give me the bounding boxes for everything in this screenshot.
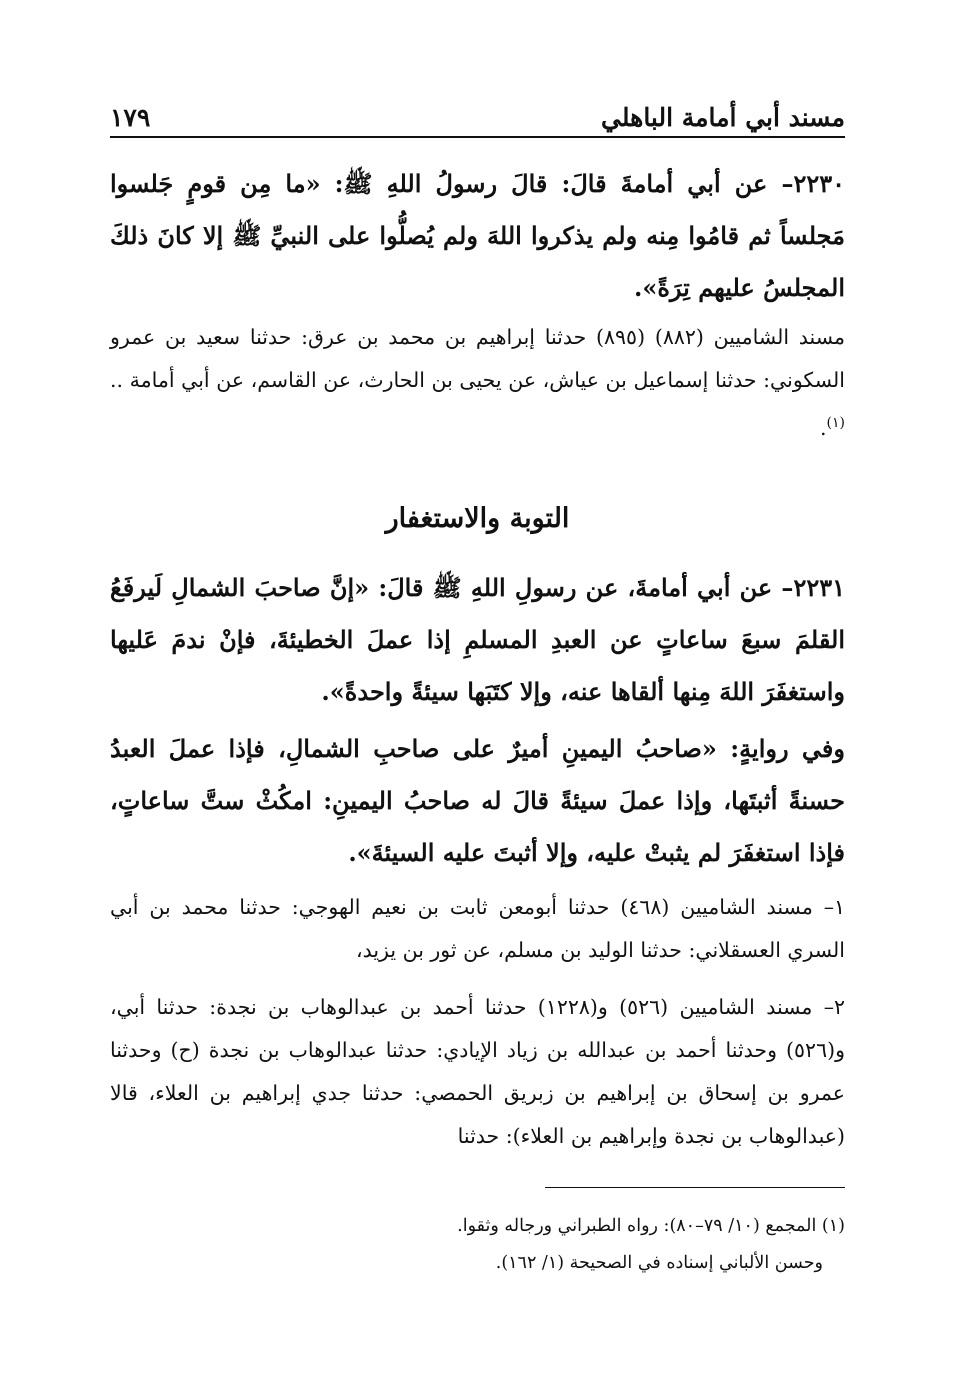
hadith-2231-text: ٢٢٣١– عن أبي أمامةَ، عن رسولِ اللهِ ﷺ قالَ: «إنَّ صاحبَ الشمالِ لَيرفَعُ القلمَ سبعَ ساعاتٍ عن العبدِ المسلمِ إذا عملَ الخطيئةَ، فإنْ ندمَ عَليها واستغفَرَ اللهَ مِنها ألقاها عنه، وإلا كتَبَها سيئةً واحدةً».	[110, 573, 845, 706]
hadith-2231-source-1: ١– مسند الشاميين (٤٦٨) حدثنا أبومعن ثابت بن نعيم الهوجي: حدثنا محمد بن أبي السري العسقلاني: حدثنا الوليد بن مسلم، عن ثور بن يزيد،	[110, 895, 845, 962]
book-page	[110, 0, 845, 1382]
header-title: مسند أبي أمامة الباهلي	[601, 103, 845, 132]
footnote-1-continued: وحسن الألباني إسناده في الصحيحة (١/ ١٦٢).	[495, 1253, 823, 1273]
hadith-2230-text: ٢٢٣٠– عن أبي أمامةَ قالَ: قالَ رسولُ اللهِ ﷺ: «ما مِن قومٍ جَلسوا مَجلساً ثم قامُوا مِنه ولم يذكروا اللهَ ولم يُصلُّوا على النبيِّ ﷺ إلا كانَ ذلكَ المجلسُ عليهم تِرَةً».	[110, 169, 845, 302]
hadith-2231-source-2: ٢– مسند الشاميين (٥٢٦) و(١٢٢٨) حدثنا أحمد بن عبدالوهاب بن نجدة: حدثنا أبي، و(٥٢٦) وحدثنا أحمد بن عبدالله بن زياد الإيادي: حدثنا عبدالوهاب بن نجدة (ح) وحدثنا عمرو بن إسحاق بن إبراهيم بن زبريق الحمصي: حدثنا جدي إبراهيم بن العلاء، قالا (عبدالوهاب بن نجدة وإبراهيم بن العلاء): حدثنا	[110, 995, 845, 1148]
footnote-ref[interactable]: (١)	[826, 415, 845, 431]
footnote-divider	[545, 1187, 845, 1188]
running-header	[110, 88, 845, 138]
footnotes	[110, 1208, 845, 1282]
section-heading: التوبة والاستغفار	[385, 503, 570, 534]
footnote-1: (١) المجمع (١٠/ ٧٩–٨٠): رواه الطبراني ورجاله وثقوا.	[457, 1216, 845, 1236]
hadith-2230-source-text: مسند الشاميين (٨٨٢) (٨٩٥) حدثنا إبراهيم بن محمد بن عرق: حدثنا سعيد بن عمرو السكوني: حدثنا إسماعيل بن عياش، عن يحيى بن الحارث، عن القاسم، عن أبي أمامة ..	[110, 325, 846, 392]
hadith-2231-variant: وفي روايةٍ: «صاحبُ اليمينِ أميرٌ على صاحبِ الشمالِ، فإذا عملَ العبدُ حسنةً أثبتَها، وإذا عملَ سيئةً قالَ له صاحبُ اليمينِ: امكُثْ ستَّ ساعاتٍ، فإذا استغفَرَ لم يثبتْ عليه، وإلا أثبتَ عليه السيئةَ».	[110, 734, 845, 867]
page-number: ١٧٩	[110, 103, 151, 132]
hadith-2230-source: مسند الشاميين (٨٨٢) (٨٩٥) حدثنا إبراهيم بن محمد بن عرق: حدثنا سعيد بن عمرو السكوني: حدثنا إسماعيل بن عياش، عن يحيى بن الحارث، عن القاسم، عن أبي أمامة ..$^{(١)}$.	[110, 325, 846, 440]
